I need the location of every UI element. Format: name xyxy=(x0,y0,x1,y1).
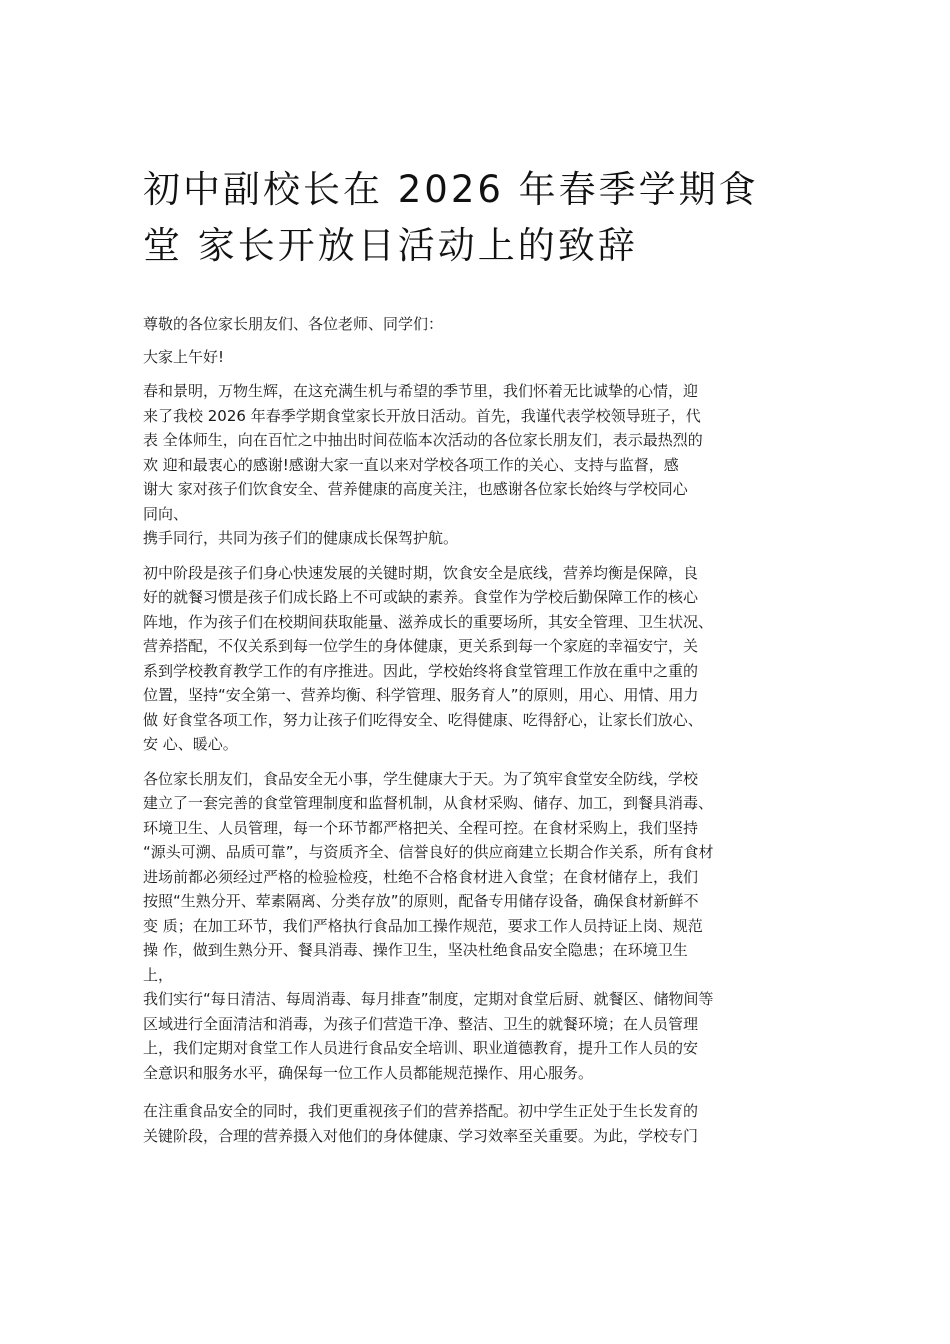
paragraph-line: 来了我校 2026 年春季学期食堂家长开放日活动。首先，我谨代表学校领导班子，代 xyxy=(143,406,701,425)
greeting-text: 大家上午好! xyxy=(143,347,225,366)
greeting-paragraph xyxy=(143,345,823,370)
paragraph-line: 营养搭配，不仅关系到每一位学生的身体健康，更关系到每一个家庭的幸福安宁，关 xyxy=(143,637,699,655)
paragraph-line: 进场前都必须经过严格的检验检疫，杜绝不合格食材进入食堂；在食材储存上，我们 xyxy=(143,867,699,886)
paragraph-line: 全意识和服务水平，确保每一位工作人员都能规范操作、用心服务。 xyxy=(143,1063,594,1082)
paragraph-line: 环境卫生、人员管理，每一个环节都严格把关、全程可控。在食材采购上，我们坚持 xyxy=(143,818,699,837)
paragraph-2 xyxy=(143,561,823,757)
paragraph-line: 建立了一套完善的食堂管理制度和监督机制，从食材采购、储存、加工，到餐具消毒、 xyxy=(143,794,714,812)
paragraph-line: 上，我们定期对食堂工作人员进行食品安全培训、职业道德教育，提升工作人员的安 xyxy=(143,1039,699,1057)
document-body xyxy=(143,312,823,1148)
paragraph-line: 初中阶段是孩子们身心快速发展的关键时期，饮食安全是底线，营养均衡是保障，良 xyxy=(143,563,699,582)
title-line-1: 初中副校长在 2026 年春季学期食 xyxy=(143,168,759,211)
salutation-paragraph xyxy=(143,312,823,337)
paragraph-line: 各位家长朋友们，食品安全无小事，学生健康大于天。为了筑牢食堂安全防线，学校 xyxy=(143,769,699,788)
title-line-2: 堂 家长开放日活动上的致辞 xyxy=(143,224,638,267)
paragraph-4 xyxy=(143,1099,823,1148)
paragraph-line: 春和景明，万物生辉，在这充满生机与希望的季节里，我们怀着无比诚挚的心情，迎 xyxy=(143,382,699,400)
paragraph-line: 变 质；在加工环节，我们严格执行食品加工操作规范，要求工作人员持证上岗、规范 xyxy=(143,916,703,935)
paragraph-line: 上， xyxy=(143,965,174,984)
paragraph-line: 区域进行全面清洁和消毒，为孩子们营造干净、整洁、卫生的就餐环境；在人员管理 xyxy=(143,1014,699,1033)
paragraph-line: 阵地，作为孩子们在校期间获取能量、滋养成长的重要场所，其安全管理、卫生状况、 xyxy=(143,612,714,631)
paragraph-3 xyxy=(143,767,823,1086)
paragraph-line: 同向、 xyxy=(143,504,189,523)
salutation-text: 尊敬的各位家长朋友们、各位老师、同学们： xyxy=(143,315,444,333)
paragraph-line: 按照“生熟分开、荤素隔离、分类存放”的原则，配备专用储存设备，确保食材新鲜不 xyxy=(143,892,699,910)
paragraph-line: 做 好食堂各项工作，努力让孩子们吃得安全、吃得健康、吃得舒心，让家长们放心、 xyxy=(143,710,703,729)
document-title xyxy=(143,162,823,274)
paragraph-line: 操 作，做到生熟分开、餐具消毒、操作卫生，坚决杜绝食品安全隐患；在环境卫生 xyxy=(143,941,688,959)
paragraph-line: 安 心、暖心。 xyxy=(143,735,238,753)
paragraph-line: 欢 迎和最衷心的感谢!感谢大家一直以来对学校各项工作的关心、支持与监督，感 xyxy=(143,455,679,474)
paragraph-line: 关键阶段，合理的营养摄入对他们的身体健康、学习效率至关重要。为此，学校专门 xyxy=(143,1126,699,1145)
paragraph-line: 我们实行“每日清洁、每周消毒、每月排查”制度，定期对食堂后厨、就餐区、储物间等 xyxy=(143,990,714,1008)
paragraph-line: 好的就餐习惯是孩子们成长路上不可或缺的素养。食堂作为学校后勤保障工作的核心 xyxy=(143,588,699,606)
paragraph-line: 表 全体师生，向在百忙之中抽出时间莅临本次活动的各位家长朋友们，表示最热烈的 xyxy=(143,431,703,449)
paragraph-line: 系到学校教育教学工作的有序推进。因此，学校始终将食堂管理工作放在重中之重的 xyxy=(143,661,699,680)
paragraph-line: 在注重食品安全的同时，我们更重视孩子们的营养搭配。初中学生正处于生长发育的 xyxy=(143,1102,699,1120)
paragraph-line: “源头可溯、品质可靠”，与资质齐全、信誉良好的供应商建立长期合作关系，所有食材 xyxy=(143,843,714,861)
paragraph-line: 谢大 家对孩子们饮食安全、营养健康的高度关注，也感谢各位家长始终与学校同心 xyxy=(143,480,688,498)
paragraph-1 xyxy=(143,379,823,551)
paragraph-line: 位置，坚持“安全第一、营养均衡、科学管理、服务育人”的原则，用心、用情、用力 xyxy=(143,686,699,704)
paragraph-line: 携手同行，共同为孩子们的健康成长保驾护航。 xyxy=(143,529,459,547)
